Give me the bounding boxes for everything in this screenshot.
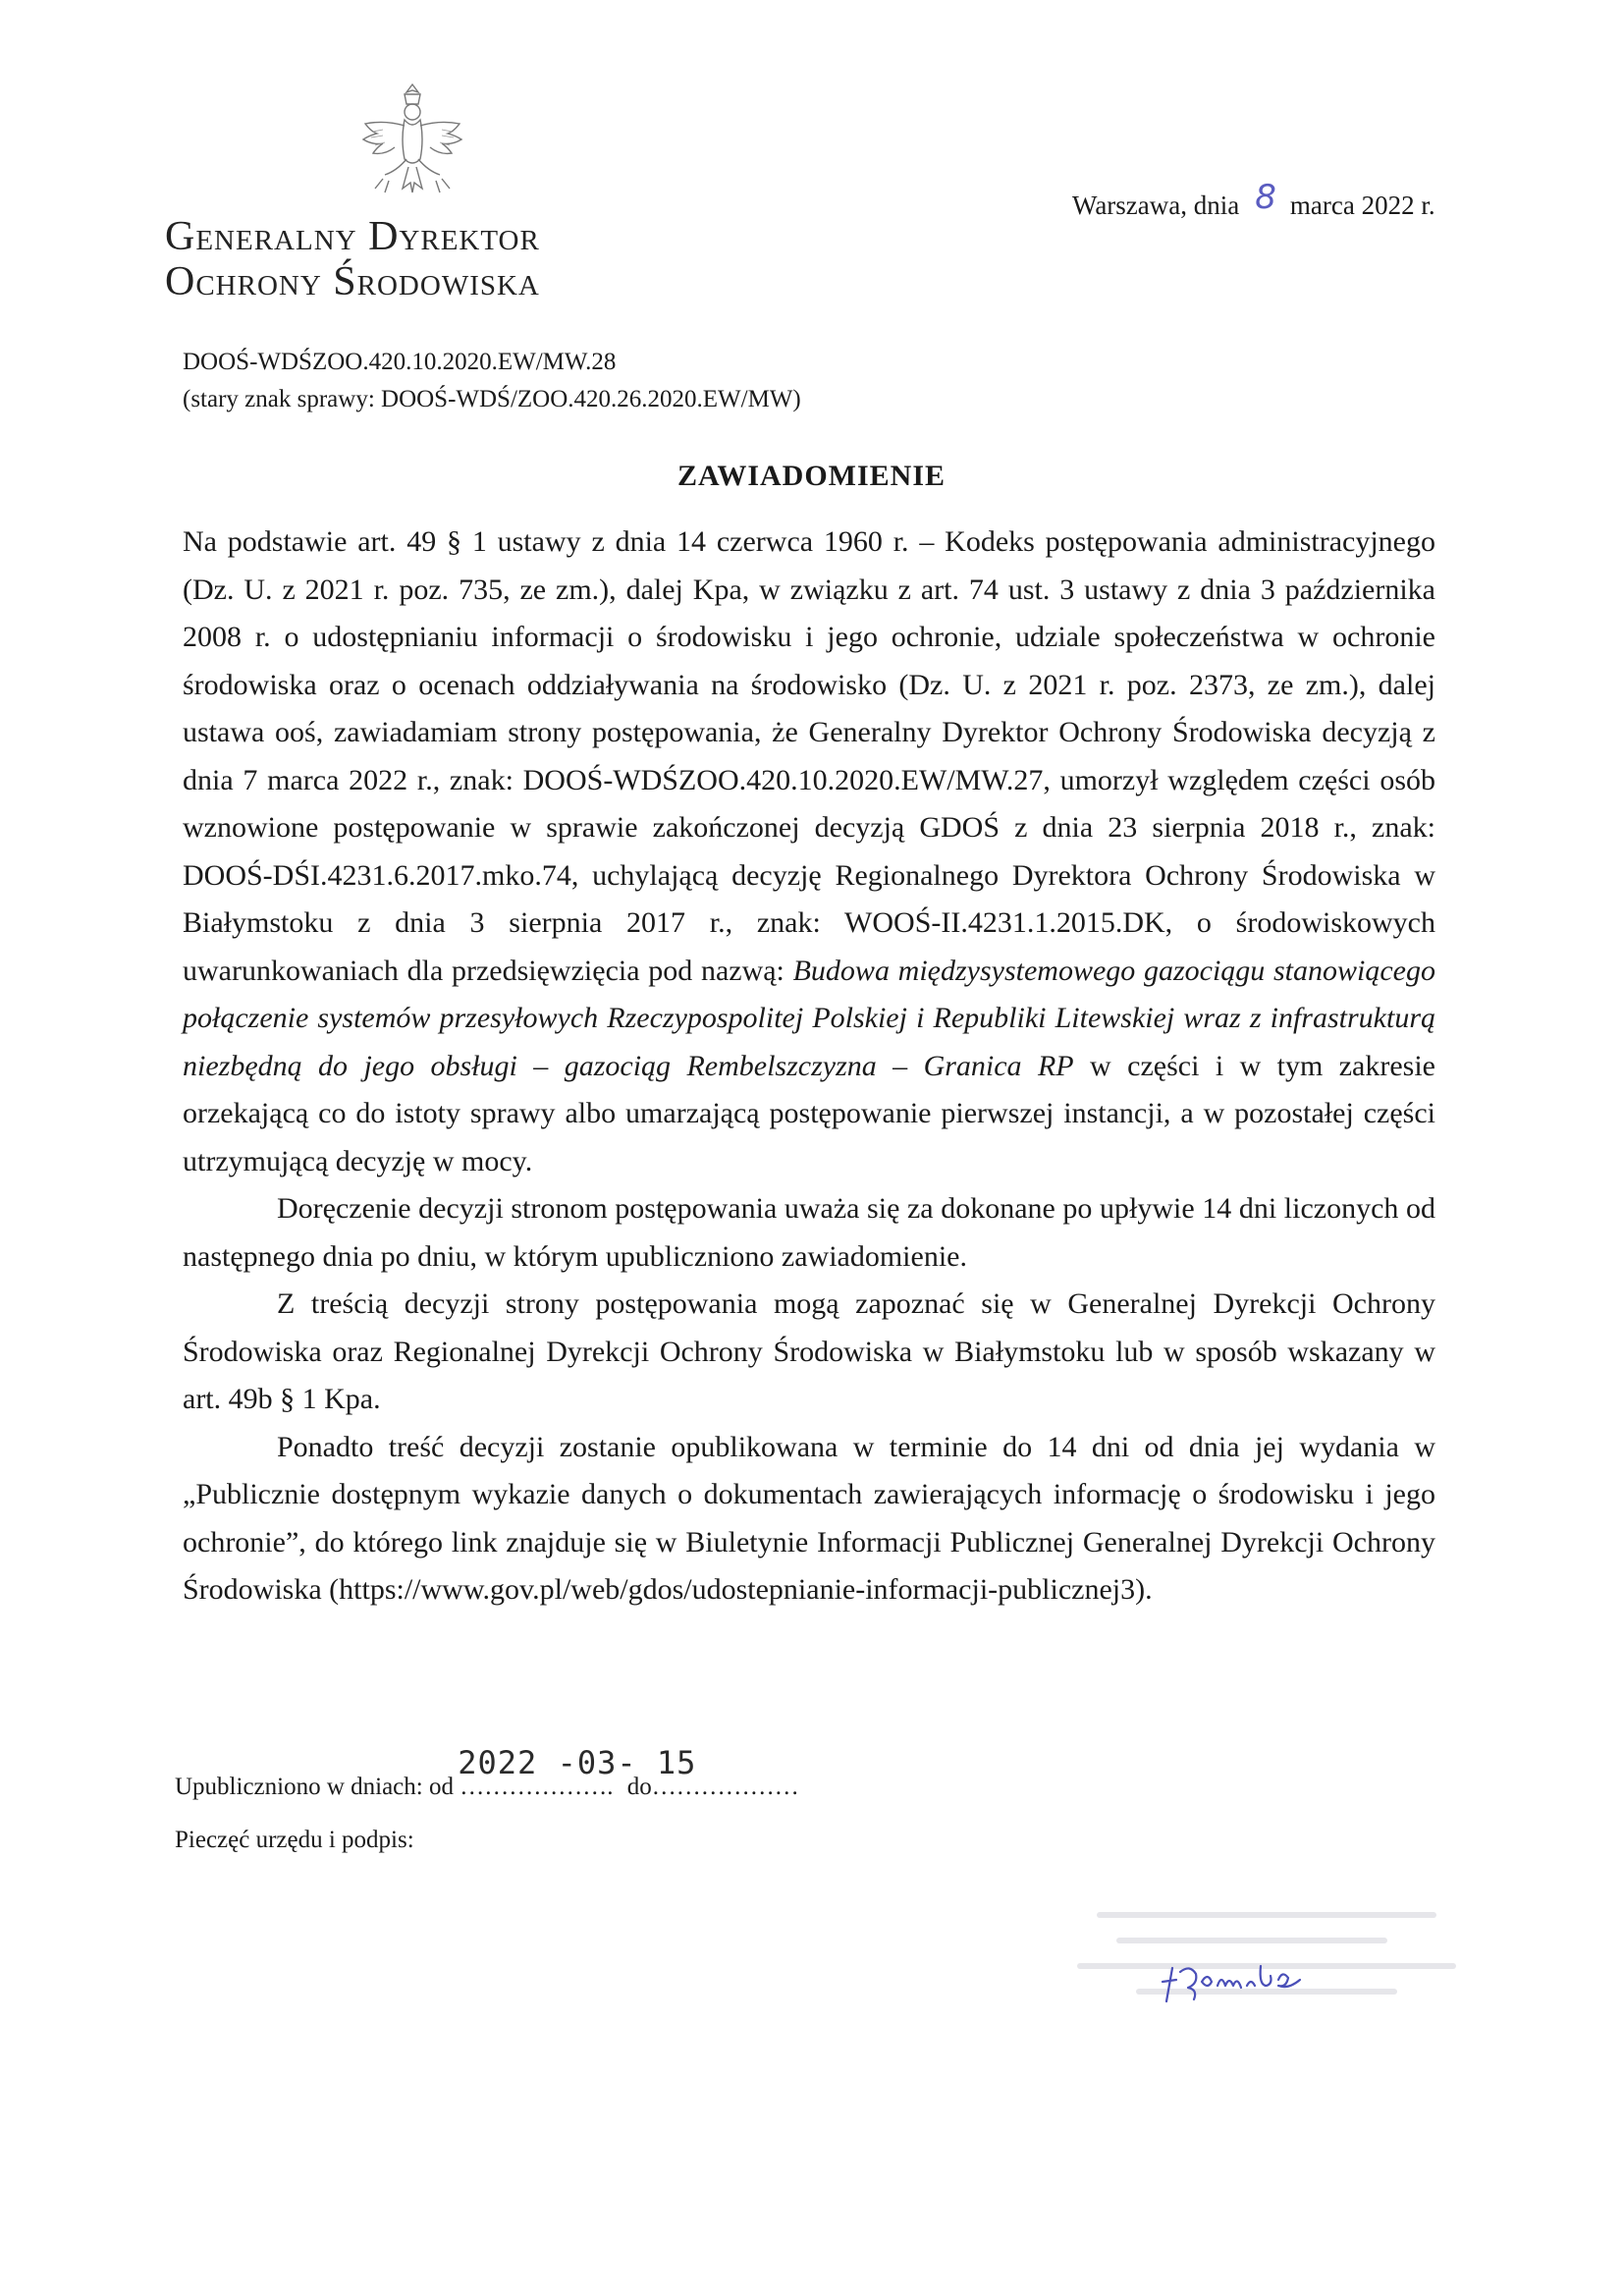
document-title: ZAWIADOMIENIE [676,460,947,492]
paragraph-2: Doręczenie decyzji stronom postępowania uważa się za dokonane po upływie 14 dni liczonych od następnego dnia po dniu, w którym upubliczniono zawiadomienie. [183,1192,1435,1273]
project-name: Budowa międzysystemowego gazociągu stanowiącego połączenie systemów przesyłowych Rzeczypospolitej Polskiej i Republiki Litewskiej wraz z infrastrukturą niezbędną do jego obsługi – gazociąg Rembelszczyzna – Granica RP [183,954,1435,1082]
eagle-emblem-icon [353,77,471,202]
case-reference [183,344,801,418]
published-date-stamp: 2022 -03- 15 [458,1744,697,1781]
issuing-authority [165,214,540,304]
date-suffix: marca 2022 r. [1289,191,1435,220]
handwritten-signature-icon [1159,1946,1335,2015]
stamp-signature-label: Pieczęć urzędu i podpis: [175,1827,414,1853]
paragraph-1-text-a: Na podstawie art. 49 § 1 ustawy z dnia 14 czerwca 1960 r. – Kodeks postępowania administracyjnego (Dz. U. z 2021 r. poz. 735, ze zm.), dalej Kpa, w związku z art. 74 ust. 3 ustawy z dnia 3 października 2008 r. o udostępnianiu informacji o środowisku i jego ochronie, udziale społeczeństwa w ochronie środowiska oraz o ocenach oddziaływania na środowisko (Dz. U. z 2021 r. poz. 2373, ze zm.), dalej ustawa ooś, zawiadamiam strony postępowania, że Generalny Dyrektor Ochrony Środowiska decyzją z dnia 7 marca 2022 r., znak: DOOŚ-WDŚZOO.420.10.2020.EW/MW.27, umorzył względem części osób wznowione postępowanie w sprawie zakończonej decyzją GDOŚ z dnia 23 sierpnia 2018 r., znak: DOOŚ-DŚI.4231.6.2017.mko.74, uchylającą decyzję Regionalnego Dyrektora Ochrony Środowiska w Białymstoku z dnia 3 sierpnia 2017 r., znak: WOOŚ-II.4231.1.2015.DK, o środowiskowych uwarunkowaniach dla przedsięwzięcia pod nazwą: [183,525,1435,987]
publication-line [175,1744,799,1801]
dots-from: ………………. [460,1774,614,1800]
document-body [183,519,1435,1614]
old-case-number: (stary znak sprawy: DOOŚ-WDŚ/ZOO.420.26.2020.EW/MW) [183,386,801,412]
paragraph-4: Ponadto treść decyzji zostanie opublikowana w terminie do 14 dni od dnia jej wydania w „Publicznie dostępnym wykazie danych o dokumentach zawierających informację o środowisku i jego ochronie”, do którego link znajduje się w Biuletynie Informacji Publicznej Generalnej Dyrekcji Ochrony Środowiska (https://www.gov.pl/web/gdos/udostepnianie-informacji-publicznej3). [183,1430,1435,1606]
date-prefix: Warszawa, dnia [1072,191,1240,220]
case-number: DOOŚ-WDŚZOO.420.10.2020.EW/MW.28 [183,349,617,375]
to-label: do [626,1774,652,1800]
paragraph-1-text-b: w części i w tym zakresie orzekającą co do istoty sprawy albo umarzającą postępowanie pierwszej instancji, a w pozostałej części utrzymującą decyzję w mocy. [183,1049,1436,1177]
authority-line-2: Ochrony Środowiska [165,259,540,304]
dots-to: ……………… [651,1774,799,1800]
published-label: Upubliczniono w dniach: od [175,1774,454,1800]
handwritten-day: 8 [1255,178,1276,217]
date-line [1072,178,1435,223]
paragraph-1 [183,519,1435,1185]
paragraph-3: Z treścią decyzji strony postępowania mogą zapoznać się w Generalnej Dyrekcji Ochrony Środowiska oraz Regionalnej Dyrekcji Ochrony Środowiska w Białymstoku lub w sposób wskazany w art. 49b § 1 Kpa. [183,1287,1435,1415]
authority-line-1: Generalny Dyrektor [165,214,540,259]
